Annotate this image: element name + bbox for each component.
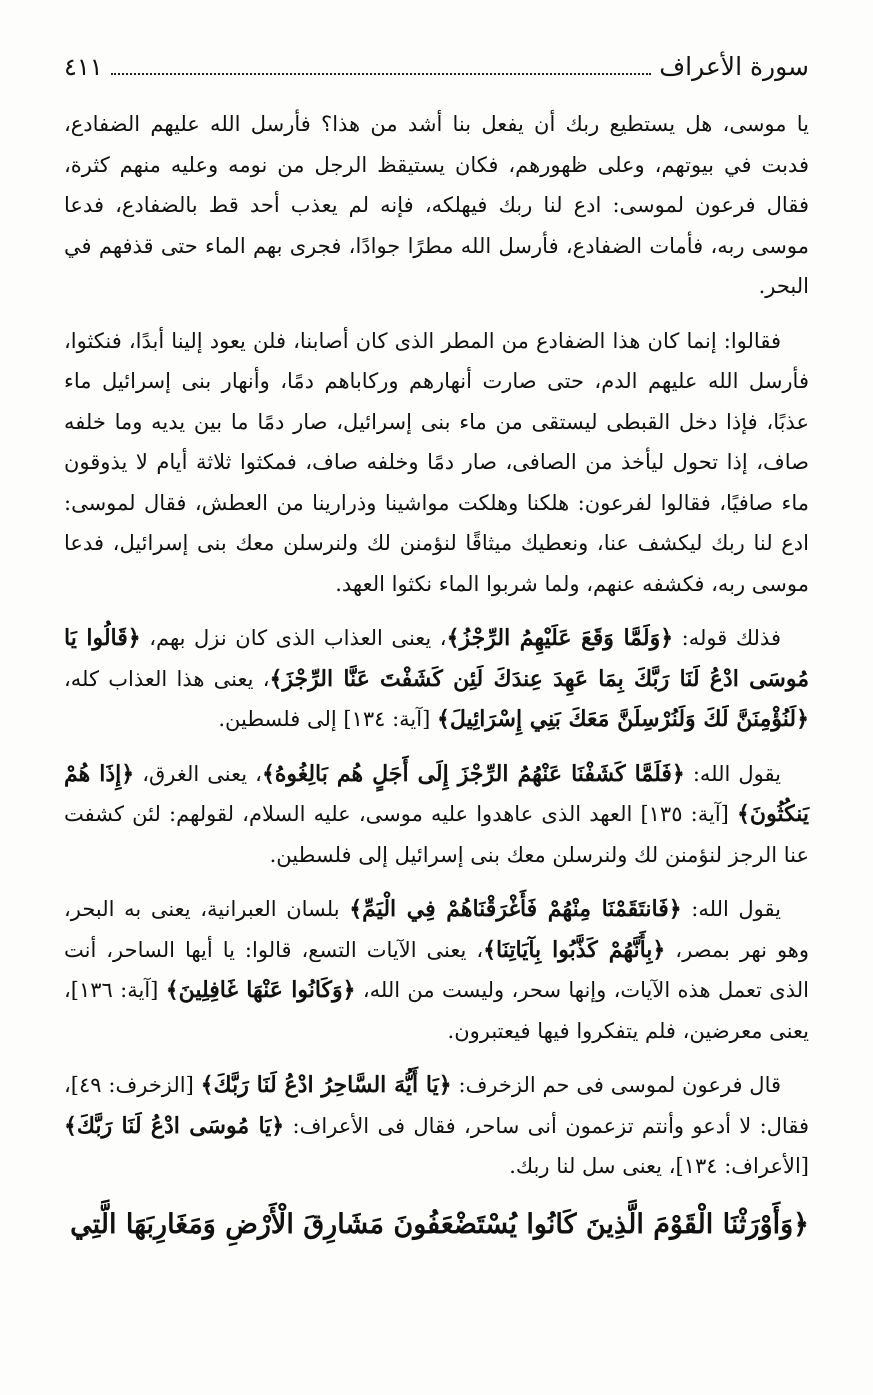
text-run: ، يعنى الآيات التسع، قالوا: يا أيها الساحر، أنت الذى تعمل هذه الآيات، وإنها سحر، وليست من الله، bbox=[64, 937, 809, 1002]
text-run: [الأعراف: ١٣٤]، يعنى سل لنا ربك. bbox=[509, 1154, 809, 1178]
verse-137: ﴿وَأَوْرَثْنَا الْقَوْمَ الَّذِينَ كَانُوا يُسْتَضْعَفُونَ مَشَارِقَ الْأَرْضِ وَمَغَارِبَهَا الَّتِي bbox=[70, 1208, 809, 1240]
paragraph-rijz bbox=[64, 618, 809, 740]
paragraph-covenant bbox=[64, 754, 809, 876]
surah-title: سورة الأعراف bbox=[659, 52, 809, 81]
text-run: [آية: ١٣٤] إلى فلسطين. bbox=[218, 707, 437, 731]
text-run: بلسان العبرانية، يعنى به البحر، وهو نهر بمصر، bbox=[64, 897, 810, 962]
page-number: ٤١١ bbox=[64, 53, 103, 81]
text-run: يقول الله: bbox=[684, 761, 781, 786]
text-run: ، يعنى الغرق، bbox=[134, 761, 262, 786]
quran-quote: ﴿إِذَا هُمْ يَنكُثُونَ﴾ bbox=[64, 760, 809, 827]
quran-quote: ﴿لَنُؤْمِنَنَّ لَكَ وَلَنُرْسِلَنَّ مَعَكَ بَنِي إِسْرَائِيلَ﴾ bbox=[436, 706, 809, 732]
paragraph-blood: فقالوا: إنما كان هذا الضفادع من المطر الذى كان أصابنا، فلن يعود إلينا أبدًا، فنكثوا، فأرسل الله عليهم الدم، حتى صارت أنهارهم وركاباهم دمًا، وأنهار بنى إسرائيل ماء عذبًا، فإذا دخل القبطى ليستقى من ماء بنى إسرائيل، صار دمًا ما بين يديه وما خلفه صاف، إذا تحول ليأخذ من الصافى، صار دمًا وخلفه صاف، فمكثوا ثلاثة أيام لا يذوقون ماء صافيًا، فقالوا لفرعون: هلكنا وهلكت مواشينا وذرارينا من العطش، فقال لموسى: ادع لنا ربك ليكشف عنا، ونعطيك ميثاقًا لنؤمنن لك ولنرسلن معك بنى إسرائيل، فدعا موسى ربه، فكشفه عنهم، ولما شربوا الماء نكثوا العهد. bbox=[64, 328, 809, 596]
header-dotted-leader bbox=[111, 73, 652, 75]
text-run: فذلك قوله: bbox=[673, 626, 781, 650]
quran-quote: ﴿يَا مُوسَى ادْعُ لَنَا رَبَّكَ﴾ bbox=[64, 1112, 285, 1139]
text-run: ، يعنى هذا العذاب كله، bbox=[64, 666, 270, 691]
text-run: ، يعنى العذاب الذى كان نزل بهم، bbox=[140, 626, 447, 650]
quran-quote: ﴿وَكَانُوا عَنْهَا غَافِلِينَ﴾ bbox=[165, 977, 356, 1003]
quran-quote: ﴿وَلَمَّا وَقَعَ عَلَيْهِمُ الرِّجْزُ﴾ bbox=[446, 625, 674, 651]
text-run: قال فرعون لموسى فى حم الزخرف: bbox=[451, 1073, 782, 1097]
paragraph-frogs: يا موسى، هل يستطيع ربك أن يفعل بنا أشد من هذا؟ فأرسل الله عليهم الضفادع، فدبت في بيوتهم، وعلى ظهورهم، فكان يستيقظ الرجل من نومه وعليه منهم كثرة، فقال فرعون لموسى: ادع لنا ربك فيهلكه، فإنه لم يعذب أحد قط بالضفادع، فدعا موسى ربه، فأمات الضفادع، فأرسل الله مطرًا جوادًا، فجرى بهم الماء حتى قذفهم في البحر. bbox=[64, 112, 809, 298]
page-header bbox=[64, 52, 809, 98]
paragraph-drowning bbox=[64, 889, 809, 1051]
text-run: [آية: ١٣٥] العهد الذى عاهدوا عليه موسى، عليه السلام، لقولهم: لئن كشفت عنا الرجز لنؤمنن لك ولنرسلن معك بنى إسرائيل إلى فلسطين. bbox=[64, 802, 809, 867]
quran-quote: ﴿فَلَمَّا كَشَفْنَا عَنْهُمُ الرِّجْزَ إِلَى أَجَلٍ هُم بَالِغُوهُ﴾ bbox=[261, 760, 685, 787]
text-run: يقول الله: bbox=[681, 897, 781, 921]
paragraph-pharaoh bbox=[64, 1065, 809, 1187]
quran-quote: ﴿بِأَنَّهُمْ كَذَّبُوا بِآيَاتِنَا﴾ bbox=[483, 936, 666, 963]
quran-quote: ﴿قَالُوا يَا مُوسَى ادْعُ لَنَا رَبَّكَ بِمَا عَهِدَ عِندَكَ لَئِن كَشَفْتَ عَنَّا الرِّجْزَ﴾ bbox=[64, 625, 809, 692]
text-run: [آية: ١٣٦]، يعنى معرضين، فلم يتفكروا فيها فيعتبرون. bbox=[64, 978, 809, 1043]
quran-quote: ﴿فَانتَقَمْنَا مِنْهُمْ فَأَغْرَقْنَاهُمْ فِي الْيَمِّ﴾ bbox=[349, 896, 682, 922]
quran-quote: ﴿يَا أَيُّهَ السَّاحِرُ ادْعُ لَنَا رَبَّكَ﴾ bbox=[200, 1072, 452, 1098]
text-run: [الزخرف: ٤٩]، فقال: لا أدعو وأنتم تزعمون أنى ساحر، فقال فى الأعراف: bbox=[64, 1073, 809, 1138]
